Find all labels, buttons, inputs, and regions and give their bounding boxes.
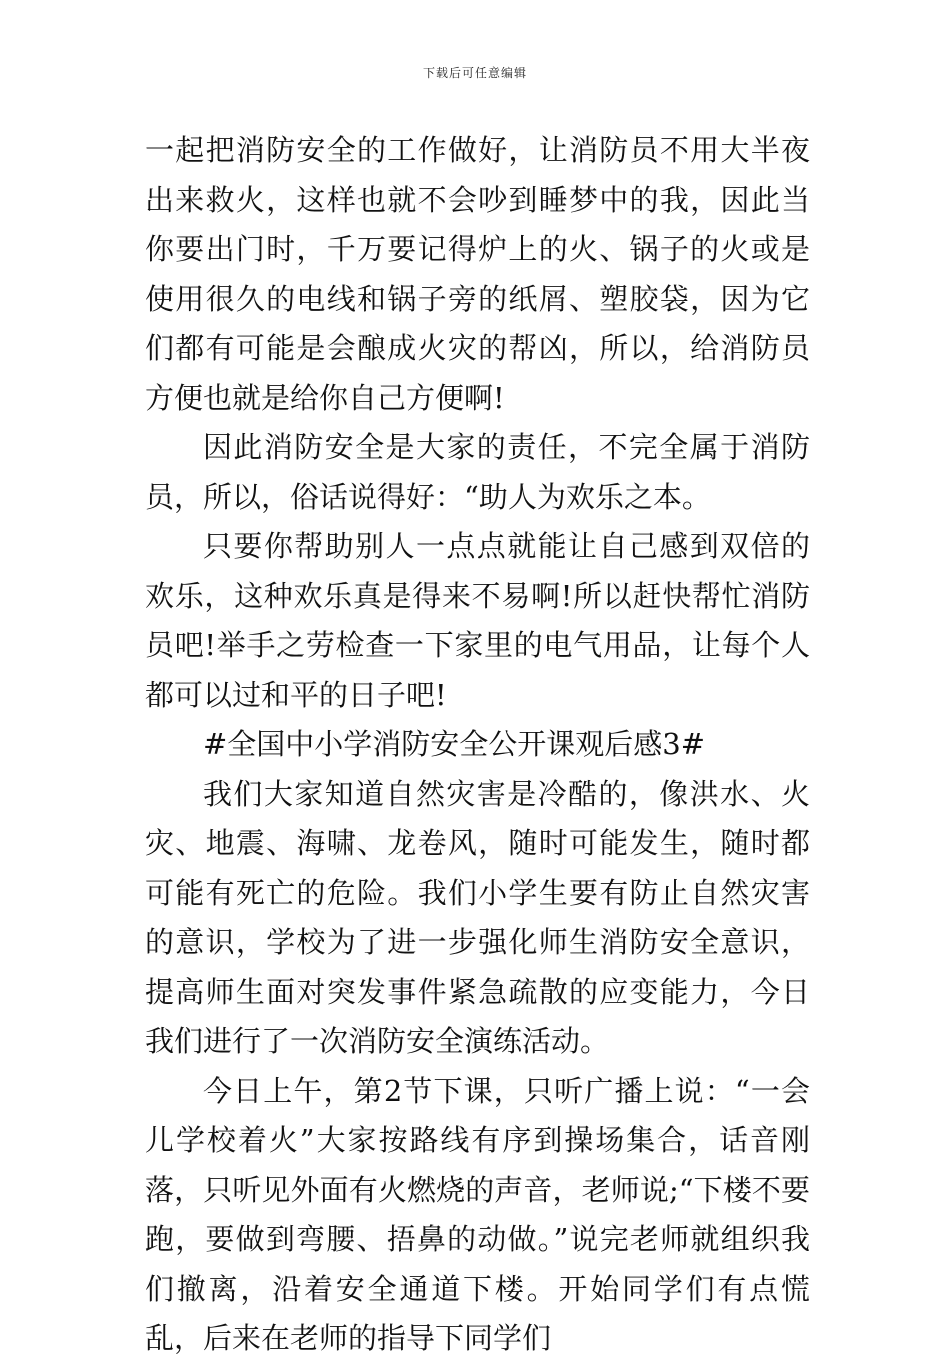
paragraph-disasters: 我们大家知道自然灾害是冷酷的，像洪水、火灾、地震、海啸、龙卷风，随时可能发生，随时都可能有死亡的危险。我们小学生要有防止自然灾害的意识，学校为了进一步强化师生消防安全意识，提高师生面对突发事件紧急疏散的应变能力，今日我们进行了一次消防安全演练活动。 bbox=[145, 776, 810, 1058]
paragraph-responsibility: 因此消防安全是大家的责任，不完全属于消防员，所以，俗话说得好：“助人为欢乐之本。 bbox=[145, 430, 810, 514]
paragraph-drill: 今日上午，第2节下课，只听广播上说：“一会儿学校着火”大家按路线有序到操场集合，话音刚落，只听见外面有火燃烧的声音，老师说;“下楼不要跑，要做到弯腰、捂鼻的动做。”说完老师就组织我们撤离，沿着安全通道下楼。开始同学们有点慌乱，后来在老师的指导下同学们 bbox=[145, 1073, 810, 1355]
section-heading: #全国中小学消防安全公开课观后感3# bbox=[203, 727, 706, 761]
paragraph-continuation: 一起把消防安全的工作做好，让消防员不用大半夜出来救火，这样也就不会吵到睡梦中的我，因此当你要出门时，千万要记得炉上的火、锅子的火或是使用很久的电线和锅子旁的纸屑、塑胶袋，因为它们都有可能是会酿成火灾的帮凶，所以，给消防员方便也就是给你自己方便啊! bbox=[145, 133, 810, 415]
document-body bbox=[145, 126, 810, 1364]
paragraph-helping: 只要你帮助别人一点点就能让自己感到双倍的欢乐，这种欢乐真是得来不易啊!所以赶快帮忙消防员吧!举手之劳检查一下家里的电气用品，让每个人都可以过和平的日子吧! bbox=[145, 529, 810, 712]
page-header: 下载后可任意编辑 bbox=[422, 66, 527, 80]
